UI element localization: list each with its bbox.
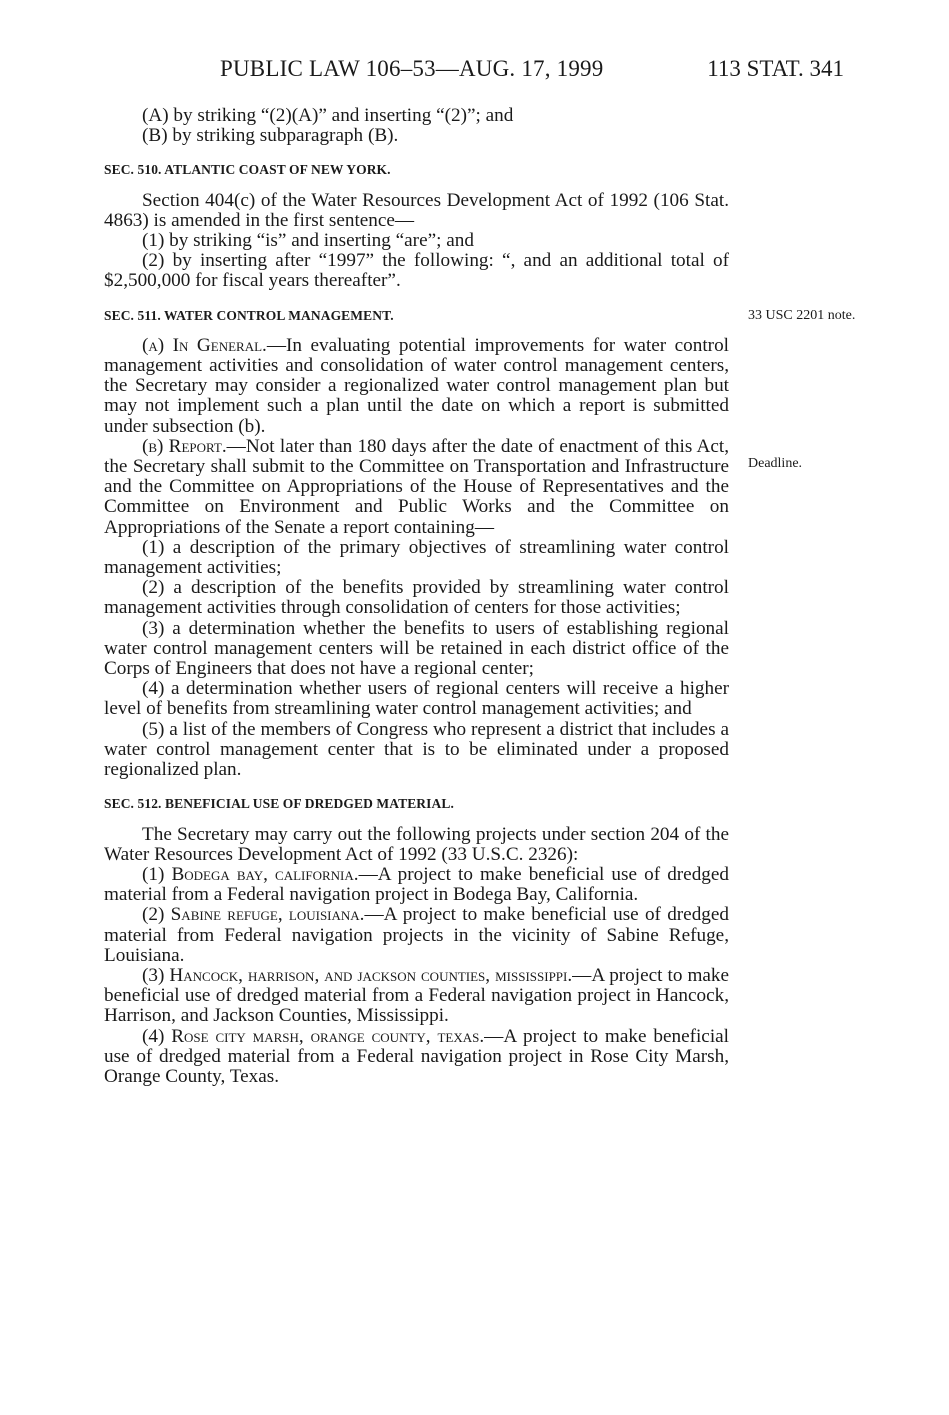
- project-label: Rose city marsh, orange county, texas.: [171, 1025, 485, 1047]
- section-510-text: Section 404(c) of the Water Resources Development Act of 1992 (106 Stat. 4863) is amended in the first sentence—: [104, 189, 729, 231]
- statute-page-number: 113 STAT. 341: [707, 56, 844, 81]
- section-511-subsection-b: [104, 437, 729, 538]
- project-item: (1) Bodega bay, california.—A project to make beneficial use of dredged material from a Federal navigation project in Bodega Bay, California.: [104, 863, 729, 906]
- report-item: (4) a determination whether users of regional centers will receive a higher level of benefits from streamlining water control management activities; and: [104, 678, 729, 720]
- project-label: Hancock, harrison, and jackson counties, mississippi.: [169, 964, 573, 986]
- clause-a: (A) by striking “(2)(A)” and inserting “(2)”; and: [142, 105, 514, 126]
- project-label: Sabine refuge, louisiana.: [170, 904, 365, 926]
- section-512-heading: SEC. 512. BENEFICIAL USE OF DREDGED MATERIAL.: [104, 796, 454, 812]
- section-510-item-1: (1) by striking “is” and inserting “are”; and: [142, 230, 474, 252]
- margin-note-usc: 33 USC 2201 note.: [748, 308, 856, 323]
- section-511-heading: SEC. 511. WATER CONTROL MANAGEMENT.: [104, 307, 394, 323]
- law-title: PUBLIC LAW 106–53—AUG. 17, 1999: [220, 56, 604, 81]
- report-item: (5) a list of the members of Congress who represent a district that includes a water control management center that is to be eliminated under a proposed regionalized plan.: [104, 718, 729, 781]
- project-item: (4) Rose city marsh, orange county, texas.—A project to make beneficial use of dredged material from a Federal navigation project in Rose City Marsh, Orange County, Texas.: [104, 1025, 729, 1087]
- project-item: (2) Sabine refuge, louisiana.—A project to make beneficial use of dredged material from Federal navigation projects in the vicinity of Sabine Refuge, Louisiana.: [104, 904, 729, 966]
- report-item: (1) a description of the primary objectives of streamlining water control management activities;: [104, 536, 729, 579]
- project-item: (3) Hancock, harrison, and jackson counties, mississippi.—A project to make beneficial use of dredged material from a Federal navigation project in Hancock, Harrison, and Jackson Counties, Mississippi.: [104, 964, 729, 1027]
- report-item: (2) a description of the benefits provided by streamlining water control management activities through consolidation of centers for those activities;: [104, 577, 729, 619]
- section-510-heading: SEC. 510. ATLANTIC COAST OF NEW YORK.: [104, 162, 391, 178]
- subsection-a-label: (a) In General.: [142, 334, 267, 356]
- section-510-item-2: (2) by inserting after “1997” the following: “, and an additional total of $2,500,000 for fiscal years thereafter”.: [104, 250, 729, 292]
- subsection-a-text: —In evaluating potential improvements for water control management activities and consolidation of water control management centers, the Secretary may consider a regionalized water control management plan but may not implement such a plan until the date on which a report is submitted under subsection (b).: [104, 334, 729, 437]
- margin-note-deadline: Deadline.: [748, 456, 803, 471]
- subsection-b-label: (b) Report.: [142, 435, 227, 457]
- clause-b: (B) by striking subparagraph (B).: [142, 125, 399, 147]
- page-header: [208, 56, 844, 86]
- subsection-b-text: —Not later than 180 days after the date of enactment of this Act, the Secretary shall submit to the Committee on Transportation and Infrastructure and the Committee on Appropriations of the House of Representatives and the Committee on Environment and Public Works and the Committee on Appropriations of the Senate a report containing—: [104, 435, 729, 538]
- section-511-subsection-a: [104, 336, 729, 437]
- report-item: (3) a determination whether the benefits to users of establishing regional water control management centers will be retained in each district office of the Corps of Engineers that does not have a regional center;: [104, 617, 729, 680]
- document-body: [104, 106, 729, 1087]
- section-512-text: The Secretary may carry out the following projects under section 204 of the Water Resources Development Act of 1992 (33 U.S.C. 2326):: [104, 823, 729, 865]
- project-label: Bodega bay, california.: [171, 863, 359, 885]
